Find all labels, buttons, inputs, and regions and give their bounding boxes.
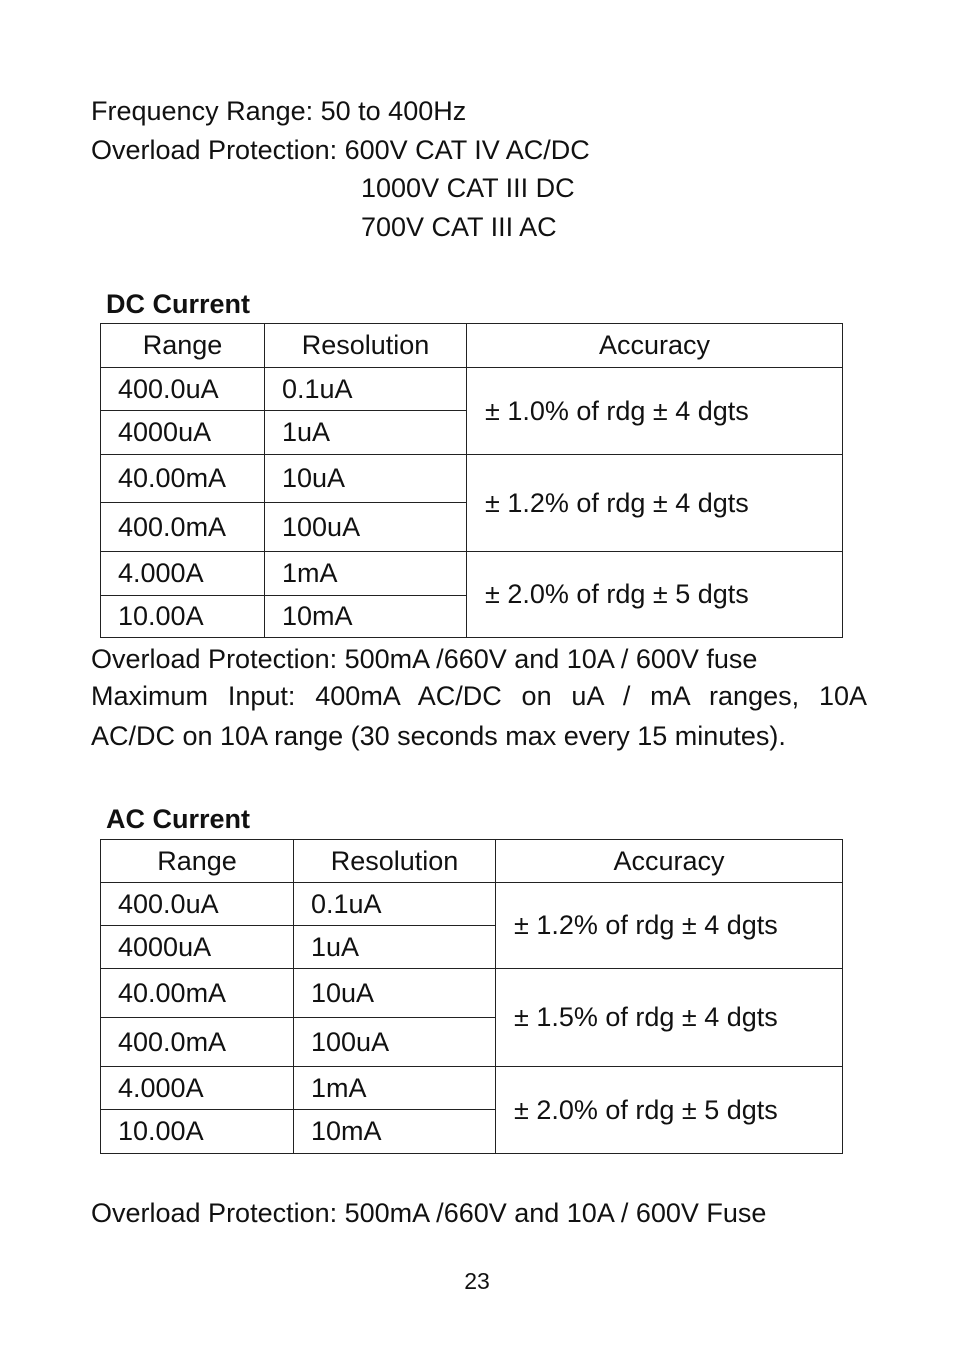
range-cell: 400.0mA [101,503,265,552]
range-cell: 4000uA [101,926,294,969]
table-row [101,1067,843,1110]
overload-protection-voltage-line3: 700V CAT III AC [361,212,557,242]
resolution-cell: 0.1uA [265,368,467,411]
range-cell: 400.0uA [101,883,294,926]
table-row [101,552,843,596]
resolution-cell: 10uA [294,969,496,1018]
resolution-cell: 1uA [294,926,496,969]
header-resolution: Resolution [294,840,496,883]
range-cell: 40.00mA [101,455,265,503]
table-row [101,455,843,503]
table-header-row [101,324,843,368]
ac-current-table [100,839,843,1154]
resolution-cell: 0.1uA [294,883,496,926]
ac-overload-protection: Overload Protection: 500mA /660V and 10A / 600V Fuse [91,1198,767,1228]
range-cell: 10.00A [101,1110,294,1154]
table-row [101,969,843,1018]
table-row [101,368,843,411]
resolution-cell: 10uA [265,455,467,503]
range-cell: 4.000A [101,552,265,596]
range-cell: 400.0mA [101,1018,294,1067]
header-accuracy: Accuracy [496,840,843,883]
resolution-cell: 10mA [294,1110,496,1154]
resolution-cell: 1uA [265,411,467,455]
accuracy-cell: ± 1.5% of rdg ± 4 dgts [496,969,843,1067]
accuracy-cell: ± 1.2% of rdg ± 4 dgts [496,883,843,969]
range-cell: 4000uA [101,411,265,455]
accuracy-cell: ± 1.2% of rdg ± 4 dgts [467,455,843,552]
dc-current-table [100,323,843,638]
dc-maximum-input-line2: AC/DC on 10A range (30 seconds max every 15 minutes). [91,721,786,751]
range-cell: 40.00mA [101,969,294,1018]
overload-protection-voltage-line2: 1000V CAT III DC [361,173,575,203]
frequency-range: Frequency Range: 50 to 400Hz [91,96,467,126]
page-number: 23 [464,1268,490,1294]
ac-current-heading: AC Current [106,804,251,834]
resolution-cell: 100uA [294,1018,496,1067]
overload-protection-voltage: Overload Protection: 600V CAT IV AC/DC [91,135,590,165]
header-resolution: Resolution [265,324,467,368]
header-accuracy: Accuracy [467,324,843,368]
resolution-cell: 100uA [265,503,467,552]
accuracy-cell: ± 1.0% of rdg ± 4 dgts [467,368,843,455]
resolution-cell: 1mA [294,1067,496,1110]
table-row [101,883,843,926]
header-range: Range [101,324,265,368]
resolution-cell: 1mA [265,552,467,596]
range-cell: 10.00A [101,596,265,638]
table-header-row [101,840,843,883]
dc-overload-protection: Overload Protection: 500mA /660V and 10A / 600V fuse [91,644,758,674]
accuracy-cell: ± 2.0% of rdg ± 5 dgts [467,552,843,638]
header-range: Range [101,840,294,883]
resolution-cell: 10mA [265,596,467,638]
dc-current-heading: DC Current [106,289,251,319]
dc-maximum-input-line1: Maximum Input: 400mA AC/DC on uA / mA ranges, 10A [91,681,867,711]
range-cell: 4.000A [101,1067,294,1110]
accuracy-cell: ± 2.0% of rdg ± 5 dgts [496,1067,843,1154]
range-cell: 400.0uA [101,368,265,411]
